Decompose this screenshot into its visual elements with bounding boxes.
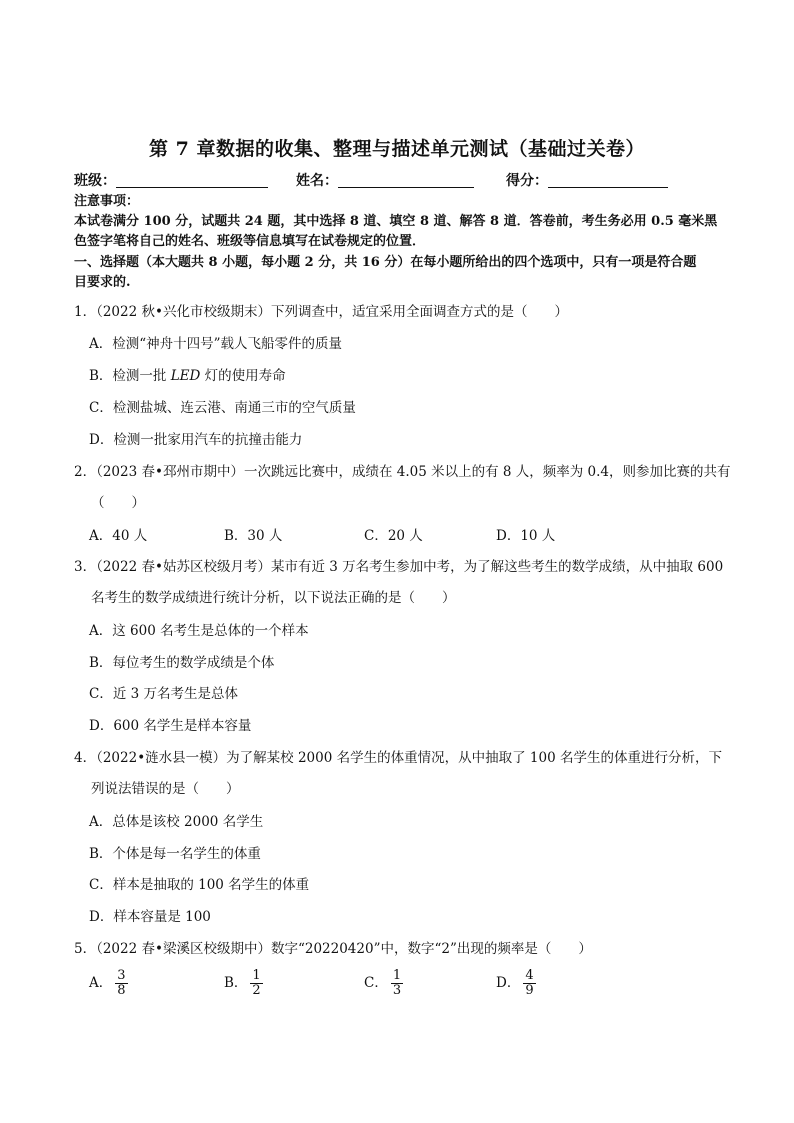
question-2-stem-cont: （ ） [91,495,145,511]
option-b-italic-term: LED [170,368,201,384]
denominator: 8 [117,983,126,998]
question-1-option-d: D．检测一批家用汽车的抗撞击能力 [89,432,303,448]
numerator: 3 [117,968,126,983]
option-d-label: D． [496,975,521,991]
class-label: 班级： [74,173,116,189]
question-4-stem: 4．（2022•涟水县一模）为了解某校 2000 名学生的体重情况，从中抽取了 100 名学生的体重进行分析，下 [74,750,722,766]
section-1-intro-line-1: 一、选择题（本大题共 8 小题，每小题 2 分，共 16 分）在每小题所给出的四个选项中，只有一项是符合题 [74,255,697,270]
name-label: 姓名： [296,173,338,189]
question-3-stem-cont: 名考生的数学成绩进行统计分析，以下说法正确的是（ ） [91,590,456,606]
question-1-option-b [89,366,286,386]
notice-heading: 注意事项： [74,194,140,209]
page-title: 第 7 章数据的收集、整理与描述单元测试（基础过关卷） [149,138,645,160]
question-3-stem: 3．（2022 春•姑苏区校级月考）某市有近 3 万名考生参加中考，为了解这些考生的数学成绩，从中抽取 600 [74,559,724,575]
question-4-option-c: C．样本是抽取的 100 名学生的体重 [89,877,310,893]
question-5-option-c [364,969,403,998]
question-2-options [89,526,729,556]
class-field [74,170,268,190]
question-5-stem: 5．（2022 春•梁溪区校级期中）数字“20220420”中，数字“2”出现的频率是（ ） [74,941,592,957]
fraction-1-2 [250,969,262,998]
section-1-intro-line-2: 目要求的. [74,275,131,290]
option-b-text-end: 灯的使用寿命 [200,368,286,384]
option-a-label: A． [89,975,113,991]
question-2-option-a: A．40 人 [89,528,148,544]
question-5-options [89,969,729,1005]
question-3-option-c: C．近 3 万名考生是总体 [89,686,239,702]
question-4-stem-cont: 列说法错误的是（ ） [91,781,240,797]
fraction-4-9 [523,969,535,998]
denominator: 9 [525,983,534,998]
question-4 [74,748,734,799]
question-3-option-a: A．这 600 名考生是总体的一个样本 [89,623,309,639]
question-2-option-d: D．10 人 [496,528,556,544]
question-5-option-a [89,969,128,998]
score-label: 得分： [506,173,548,189]
score-blank-line [548,172,668,188]
numerator: 1 [252,968,261,983]
class-blank-line [116,172,268,188]
question-5-option-d [496,969,536,998]
notice-line-1: 本试卷满分 100 分，试题共 24 题，其中选择 8 道、填空 8 道、解答 8 道．答卷前，考生务必用 0.5 毫米黑 [74,214,718,229]
question-1-stem: 1．（2022 秋•兴化市校级期末）下列调查中，适宜采用全面调查方式的是（ ） [74,304,568,320]
name-field [296,170,474,190]
numerator: 1 [392,968,402,983]
question-4-option-a: A．总体是该校 2000 名学生 [89,814,264,830]
question-1-option-c: C．检测盐城、连云港、南通三市的空气质量 [89,400,356,416]
name-blank-line [338,172,474,188]
question-2-stem: 2．（2023 春•邳州市期中）一次跳远比赛中，成绩在 4.05 米以上的有 8 人，频率为 0.4，则参加比赛的共有 [74,464,731,480]
question-3-option-b: B．每位考生的数学成绩是个体 [89,655,275,671]
denominator: 2 [252,983,261,998]
option-c-label: C． [364,975,388,991]
numerator: 4 [525,968,534,983]
option-b-label: B． [224,975,248,991]
question-2-option-c: C．20 人 [364,528,423,544]
fraction-1-3 [391,969,403,998]
denominator: 3 [392,983,402,998]
notice-line-2: 色签字笔将自己的姓名、班级等信息填写在试卷规定的位置． [74,234,426,249]
question-3-option-d: D．600 名学生是样本容量 [89,718,252,734]
question-2 [74,462,734,513]
question-4-option-d: D．样本容量是 100 [89,909,211,925]
question-5-option-b [224,969,263,998]
fraction-3-8 [115,969,127,998]
option-b-text-start: B．检测一批 [89,368,171,384]
question-2-option-b: B．30 人 [224,528,283,544]
student-info-row [74,170,724,192]
question-3 [74,557,734,608]
score-field [506,170,668,190]
question-1-option-a: A．检测“神舟十四号”载人飞船零件的质量 [89,336,343,352]
question-4-option-b: B．个体是每一名学生的体重 [89,846,261,862]
